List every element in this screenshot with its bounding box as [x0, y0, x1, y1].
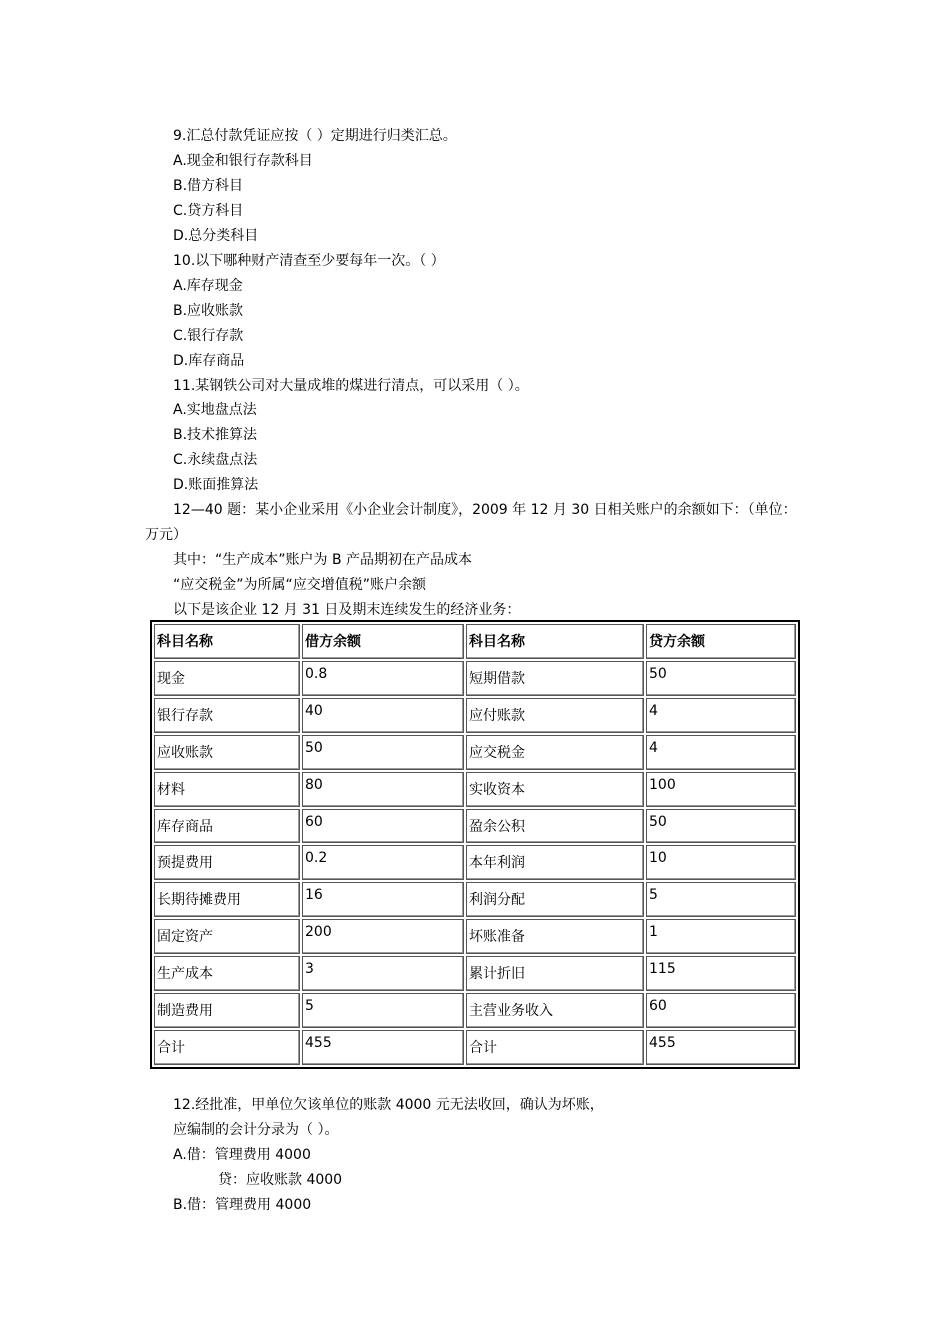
table-cell: 60: [302, 809, 464, 844]
intro-line-1: 12—40 题：某小企业采用《小企业会计制度》，2009 年 12 月 30 日相关账户的余额如下：（单位：: [173, 502, 797, 518]
table-cell: 短期借款: [466, 661, 644, 696]
question-9-option-b: B.借方科目: [173, 178, 244, 194]
table-row: [154, 735, 796, 770]
table-cell: 坏账准备: [466, 919, 644, 954]
table-cell: 80: [302, 772, 464, 807]
question-11-stem: 11.某钢铁公司对大量成堆的煤进行清点，可以采用（ ）。: [173, 378, 529, 394]
question-9-stem: 9.汇总付款凭证应按（ ）定期进行归类汇总。: [173, 128, 457, 144]
question-10-option-c: C.银行存款: [173, 328, 244, 344]
table-cell: 4: [646, 735, 796, 770]
table-cell: 应付账款: [466, 698, 644, 733]
table-cell: 材料: [154, 772, 300, 807]
question-9-option-d: D.总分类科目: [173, 228, 259, 244]
table-row: [154, 956, 796, 991]
table-header-row: [154, 624, 796, 659]
table-cell: 5: [302, 993, 464, 1028]
table-cell: 银行存款: [154, 698, 300, 733]
table-cell: 应交税金: [466, 735, 644, 770]
table-cell: 455: [646, 1030, 796, 1065]
table-cell: 3: [302, 956, 464, 991]
intro-line-2: 万元）: [145, 527, 187, 543]
table-row: [154, 772, 796, 807]
intro-note-1: 其中：“生产成本”账户为 B 产品期初在产品成本: [173, 552, 473, 568]
question-11-option-d: D.账面推算法: [173, 477, 259, 493]
question-12-option-a-credit: 贷：应收账款 4000: [218, 1172, 343, 1188]
question-12-stem-2: 应编制的会计分录为（ ）。: [173, 1122, 339, 1138]
table-cell: 60: [646, 993, 796, 1028]
intro-note-3: 以下是该企业 12 月 31 日及期末连续发生的经济业务：: [173, 602, 521, 618]
table-cell: 应收账款: [154, 735, 300, 770]
table-cell: 生产成本: [154, 956, 300, 991]
table-cell: 现金: [154, 661, 300, 696]
table-cell: 200: [302, 919, 464, 954]
question-11-option-a: A.实地盘点法: [173, 402, 257, 418]
table-cell: 50: [302, 735, 464, 770]
question-12-option-b-debit: B.借：管理费用 4000: [173, 1197, 312, 1213]
question-10-option-b: B.应收账款: [173, 303, 244, 319]
table-header-cell: 贷方余额: [646, 624, 796, 659]
table-header-cell: 借方余额: [302, 624, 464, 659]
table-row: [154, 661, 796, 696]
table-row: [154, 882, 796, 917]
table-cell: 4: [646, 698, 796, 733]
question-11-option-b: B.技术推算法: [173, 427, 258, 443]
table-cell: 固定资产: [154, 919, 300, 954]
table-cell: 合计: [154, 1030, 300, 1065]
table-cell: 盈余公积: [466, 809, 644, 844]
table-cell: 100: [646, 772, 796, 807]
question-9-option-a: A.现金和银行存款科目: [173, 153, 313, 169]
table-cell: 累计折旧: [466, 956, 644, 991]
table-row: [154, 698, 796, 733]
table-cell: 合计: [466, 1030, 644, 1065]
table-cell: 50: [646, 661, 796, 696]
question-11-option-c: C.永续盘点法: [173, 452, 258, 468]
table-cell: 库存商品: [154, 809, 300, 844]
table-cell: 0.8: [302, 661, 464, 696]
table-cell: 5: [646, 882, 796, 917]
table-cell: 长期待摊费用: [154, 882, 300, 917]
question-10-option-d: D.库存商品: [173, 353, 245, 369]
question-9-option-c: C.贷方科目: [173, 203, 244, 219]
table-cell: 115: [646, 956, 796, 991]
table-cell: 40: [302, 698, 464, 733]
table-cell: 利润分配: [466, 882, 644, 917]
table-cell: 455: [302, 1030, 464, 1065]
table-row: [154, 809, 796, 844]
table-cell: 实收资本: [466, 772, 644, 807]
table-cell: 制造费用: [154, 993, 300, 1028]
question-10-option-a: A.库存现金: [173, 278, 243, 294]
table-cell: 16: [302, 882, 464, 917]
table-cell: 0.2: [302, 845, 464, 880]
table-cell: 1: [646, 919, 796, 954]
question-12-stem-1: 12.经批准，甲单位欠该单位的账款 4000 元无法收回，确认为坏账，: [173, 1097, 604, 1113]
question-10-stem: 10.以下哪种财产清查至少要每年一次。（ ）: [173, 253, 445, 269]
table-header-cell: 科目名称: [466, 624, 644, 659]
table-cell: 主营业务收入: [466, 993, 644, 1028]
table-cell: 预提费用: [154, 845, 300, 880]
question-12-option-a-debit: A.借：管理费用 4000: [173, 1147, 311, 1163]
balance-table: [150, 620, 800, 1069]
table-row: [154, 845, 796, 880]
table-row: [154, 993, 796, 1028]
table-header-cell: 科目名称: [154, 624, 300, 659]
table-cell: 10: [646, 845, 796, 880]
table-cell: 50: [646, 809, 796, 844]
intro-note-2: “应交税金”为所属“应交增值税”账户余额: [173, 577, 427, 593]
table-row: [154, 919, 796, 954]
table-cell: 本年利润: [466, 845, 644, 880]
table-row: [154, 1030, 796, 1065]
